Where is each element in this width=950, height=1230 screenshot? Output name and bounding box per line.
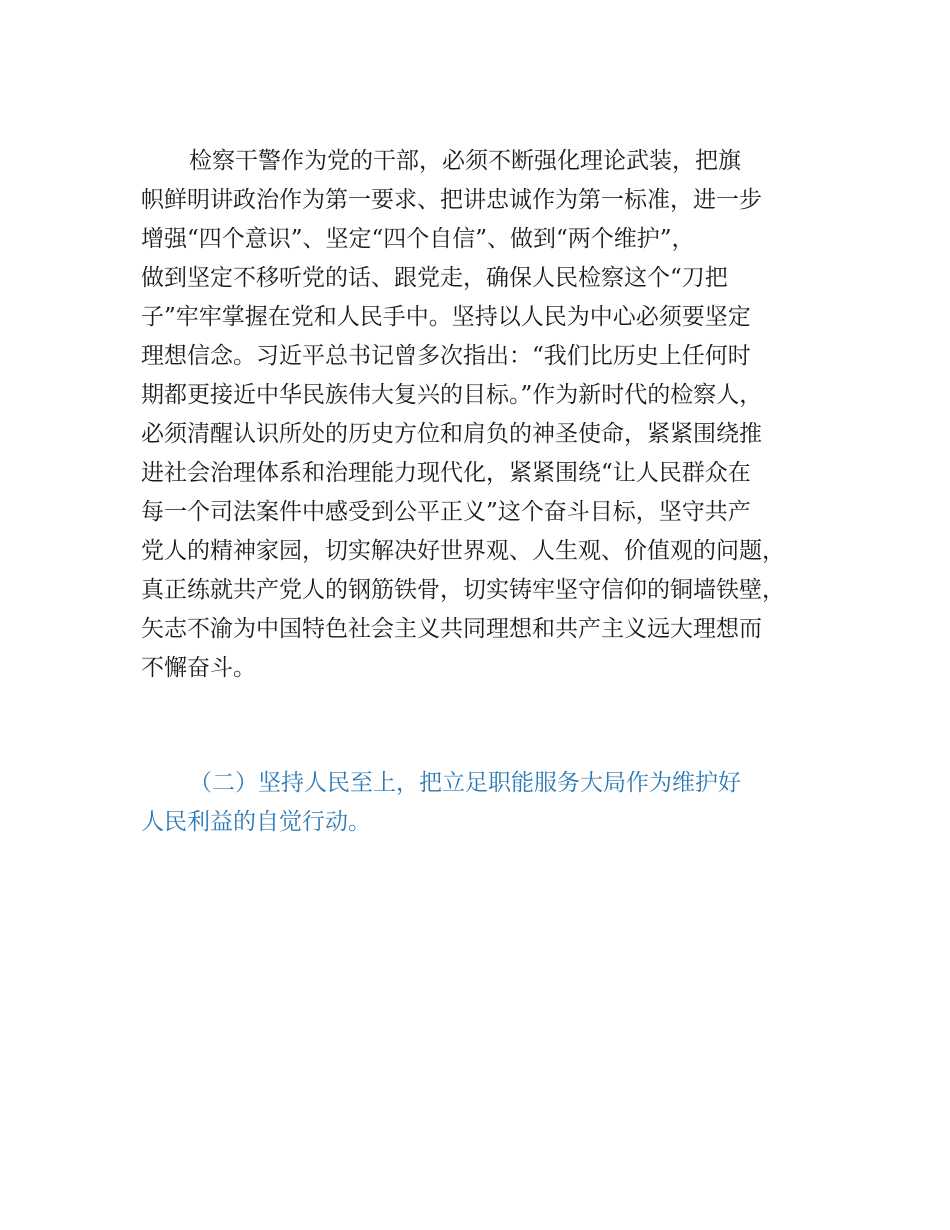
body-line: 进社会治理体系和治理能力现代化，紧紧围绕“让人民群众在 — [141, 460, 751, 486]
body-line: 帜鲜明讲政治作为第一要求、把讲忠诚作为第一标准，进一步 — [141, 187, 762, 213]
heading-line: （二）坚持人民至上，把立足职能服务大局作为维护好 — [189, 770, 741, 796]
body-line: 真正练就共产党人的钢筋铁骨，切实铸牢坚守信仰的铜墙铁壁， — [141, 577, 785, 603]
body-paragraph — [141, 142, 831, 688]
body-line: 矢志不渝为中国特色社会主义共同理想和共产主义远大理想而 — [141, 616, 762, 642]
body-line: 党人的精神家园，切实解决好世界观、人生观、价值观的问题， — [141, 538, 785, 564]
body-line: 理想信念。习近平总书记曾多次指出：“我们比历史上任何时 — [141, 343, 751, 369]
body-line: 必须清醒认识所处的历史方位和肩负的神圣使命，紧紧围绕推 — [141, 421, 762, 447]
body-line: 期都更接近中华民族伟大复兴的目标。”作为新时代的检察人， — [141, 382, 763, 408]
body-line: 每一个司法案件中感受到公平正义”这个奋斗目标，坚守共产 — [141, 499, 751, 525]
section-heading — [141, 764, 831, 842]
body-line: 增强“四个意识”、坚定“四个自信”、做到“两个维护”， — [141, 226, 695, 252]
body-line: 做到坚定不移听党的话、跟党走，确保人民检察这个“刀把 — [141, 265, 728, 291]
heading-line: 人民利益的自觉行动。 — [141, 809, 371, 835]
body-line: 检察干警作为党的干部，必须不断强化理论武装，把旗 — [189, 148, 741, 174]
body-line: 不懈奋斗。 — [141, 655, 256, 681]
body-line: 子”牢牢掌握在党和人民手中。坚持以人民为中心必须要坚定 — [141, 304, 751, 330]
